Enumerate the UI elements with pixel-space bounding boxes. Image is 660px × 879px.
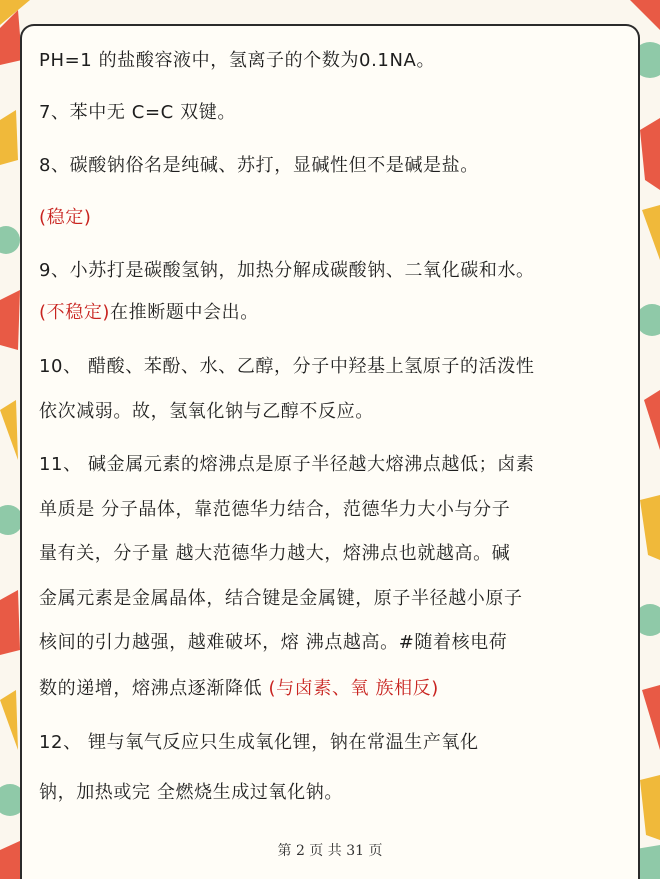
item-11-line2: 单质是 分子晶体，靠范德华力结合，范德华力大小与分子 (39, 499, 511, 520)
item-11-line6-text: 数的递增，熔沸点逐渐降低 (39, 678, 269, 699)
line-ph: PH=1 的盐酸容液中，氢离子的个数为0.1NA。 (39, 50, 436, 71)
item-8-note: (稳定) (39, 207, 92, 228)
item-11-line5: 核间的引力越强，越难破坏，熔 沸点越高。#随着核电荷 (39, 632, 508, 653)
item-11-line3: 量有关，分子量 越大范德华力越大，熔沸点也就越高。碱 (39, 543, 511, 564)
item-9-red-note: (不稳定) (39, 302, 111, 323)
page-number: 第 2 页 共 31 页 (277, 843, 383, 859)
item-7: 7、苯中无 C=C 双键。 (39, 102, 236, 123)
item-12-line2: 钠，加热或完 全燃烧生成过氧化钠。 (39, 782, 343, 803)
item-10-line2: 依次减弱。故，氢氧化钠与乙醇不反应。 (39, 401, 374, 422)
item-11-line6 (39, 674, 439, 700)
item-9: 9、小苏打是碳酸氢钠，加热分解成碳酸钠、二氧化碳和水。 (39, 260, 535, 281)
item-10-line1: 10、 醋酸、苯酚、水、乙醇，分子中羟基上氢原子的活泼性 (39, 356, 535, 377)
item-11-line1: 11、 碱金属元素的熔沸点是原子半径越大熔沸点越低；卤素 (39, 454, 535, 475)
item-11-red-note: (与卤素、氧 族相反) (268, 678, 439, 699)
item-12-line1: 12、 锂与氧气反应只生成氧化锂，钠在常温生产氧化 (39, 732, 479, 753)
item-8: 8、碳酸钠俗名是纯碱、苏打，显碱性但不是碱是盐。 (39, 155, 479, 176)
item-9-note (39, 298, 259, 324)
item-9-note-text: 在推断题中会出。 (110, 302, 259, 323)
item-11-line4: 金属元素是金属晶体，结合键是金属键，原子半径越小原子 (39, 588, 523, 609)
